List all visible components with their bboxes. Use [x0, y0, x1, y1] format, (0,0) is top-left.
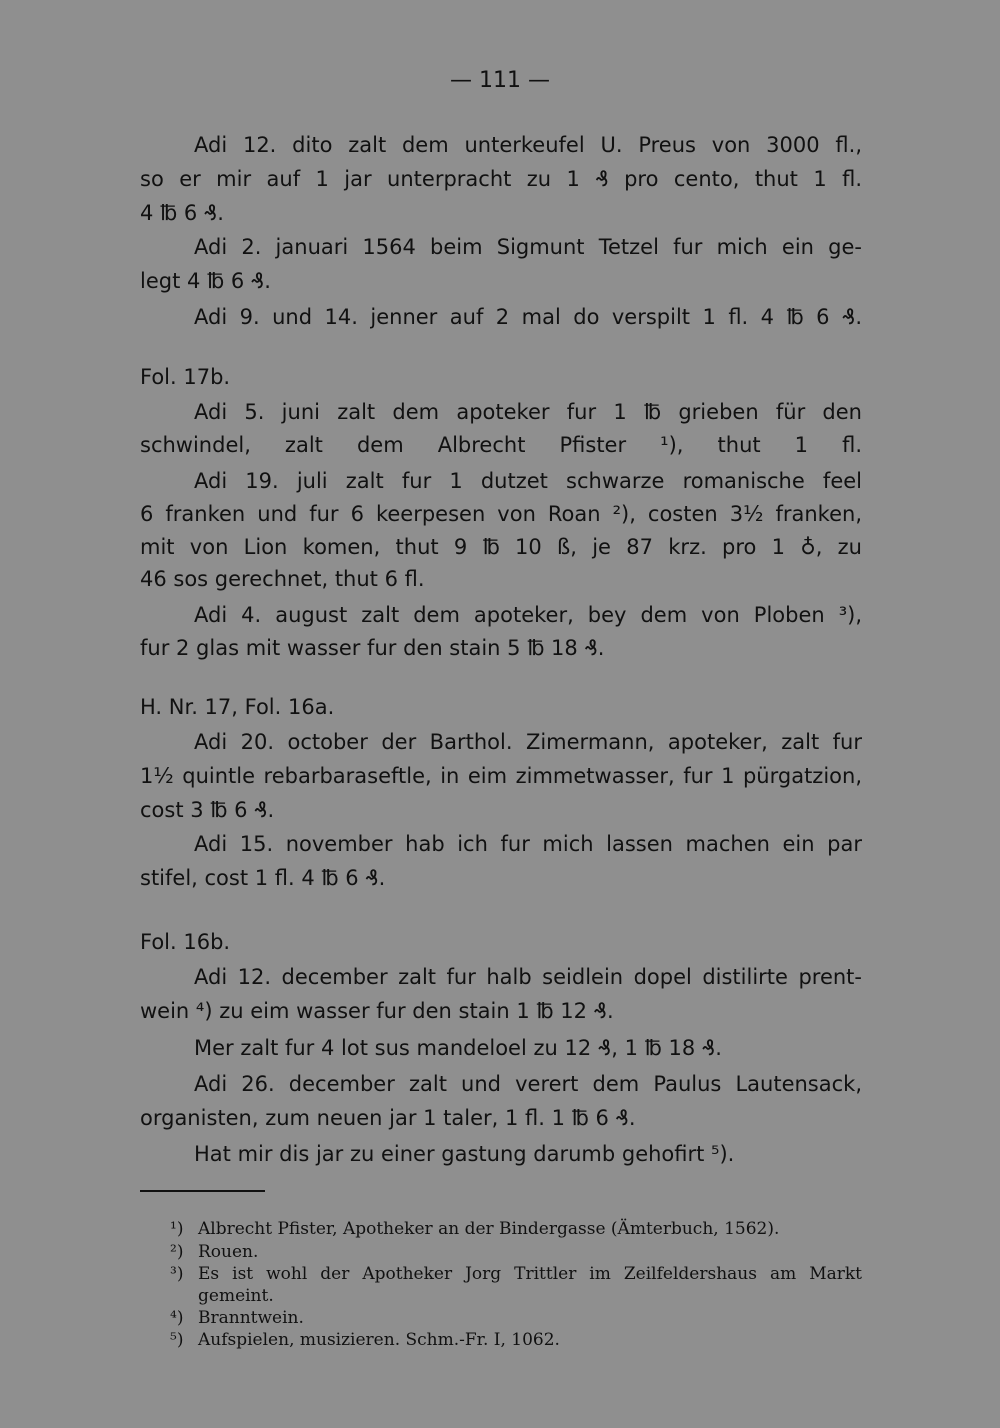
text-line: 6 franken und fur 6 keerpesen von Roan ²), costen 3½ franken,: [140, 502, 862, 526]
text-line: Adi 26. december zalt und verert dem Paulus Lautensack,: [194, 1072, 862, 1096]
footnote-text: Aufspielen, musizieren. Schm.-Fr. I, 1062.: [198, 1330, 560, 1350]
text-line: Adi 19. juli zalt fur 1 dutzet schwarze romanische feel: [194, 469, 862, 493]
text-line: Adi 5. juni zalt dem apoteker fur 1 ℔ grieben für den: [194, 400, 862, 424]
section-heading: Fol. 16b.: [140, 930, 231, 954]
footnote-marker: ⁴): [170, 1308, 184, 1328]
footnote-text: Albrecht Pfister, Apotheker an der Bindergasse (Ämterbuch, 1562).: [198, 1219, 780, 1239]
footnote-text: Branntwein.: [198, 1308, 304, 1328]
footnote-text: gemeint.: [198, 1286, 274, 1306]
text-line: legt 4 ℔ 6 ₰.: [140, 269, 271, 293]
text-line: Hat mir dis jar zu einer gastung darumb gehofirt ⁵).: [194, 1142, 735, 1166]
footnote-marker: ⁵): [170, 1330, 184, 1350]
text-line: Adi 4. august zalt dem apoteker, bey dem von Ploben ³),: [194, 603, 862, 627]
text-line: schwindel, zalt dem Albrecht Pfister ¹), thut 1 fl.: [140, 433, 862, 457]
page-number: — 111 —: [450, 68, 550, 93]
text-line: Adi 20. october der Barthol. Zimermann, apoteker, zalt fur: [194, 730, 862, 754]
text-line: Adi 12. dito zalt dem unterkeufel U. Preus von 3000 fl.,: [194, 133, 862, 157]
footnote-marker: ²): [170, 1242, 184, 1262]
text-line: cost 3 ℔ 6 ₰.: [140, 798, 275, 822]
text-line: Adi 15. november hab ich fur mich lassen machen ein par: [194, 832, 862, 856]
text-line: Adi 9. und 14. jenner auf 2 mal do verspilt 1 fl. 4 ℔ 6 ₰.: [194, 305, 862, 329]
text-line: so er mir auf 1 jar unterpracht zu 1 ₰ pro cento, thut 1 fl.: [140, 167, 862, 191]
text-line: 46 sos gerechnet, thut 6 fl.: [140, 567, 425, 591]
text-line: organisten, zum neuen jar 1 taler, 1 fl. 1 ℔ 6 ₰.: [140, 1106, 636, 1130]
text-line: mit von Lion komen, thut 9 ℔ 10 ß, je 87 krz. pro 1 ♁, zu: [140, 535, 862, 559]
text-line: Adi 2. januari 1564 beim Sigmunt Tetzel fur mich ein ge-: [194, 235, 862, 259]
footnote-divider: [140, 1190, 265, 1192]
text-line: Mer zalt fur 4 lot sus mandeloel zu 12 ₰, 1 ℔ 18 ₰.: [194, 1036, 722, 1060]
section-heading: H. Nr. 17, Fol. 16a.: [140, 695, 335, 719]
text-line: 4 ℔ 6 ₰.: [140, 201, 224, 225]
text-line: wein ⁴) zu eim wasser fur den stain 1 ℔ 12 ₰.: [140, 999, 614, 1023]
text-line: 1½ quintle rebarbaraseftle, in eim zimmetwasser, fur 1 pürgatzion,: [140, 764, 862, 788]
section-heading: Fol. 17b.: [140, 365, 231, 389]
footnote-text: Rouen.: [198, 1242, 259, 1262]
footnote-marker: ³): [170, 1264, 184, 1284]
footnote-text: Es ist wohl der Apotheker Jorg Trittler im Zeilfeldershaus am Markt: [198, 1264, 862, 1284]
footnote-marker: ¹): [170, 1219, 184, 1239]
text-line: stifel, cost 1 fl. 4 ℔ 6 ₰.: [140, 866, 386, 890]
text-line: fur 2 glas mit wasser fur den stain 5 ℔ 18 ₰.: [140, 636, 605, 660]
text-line: Adi 12. december zalt fur halb seidlein dopel distilirte prent-: [194, 965, 862, 989]
